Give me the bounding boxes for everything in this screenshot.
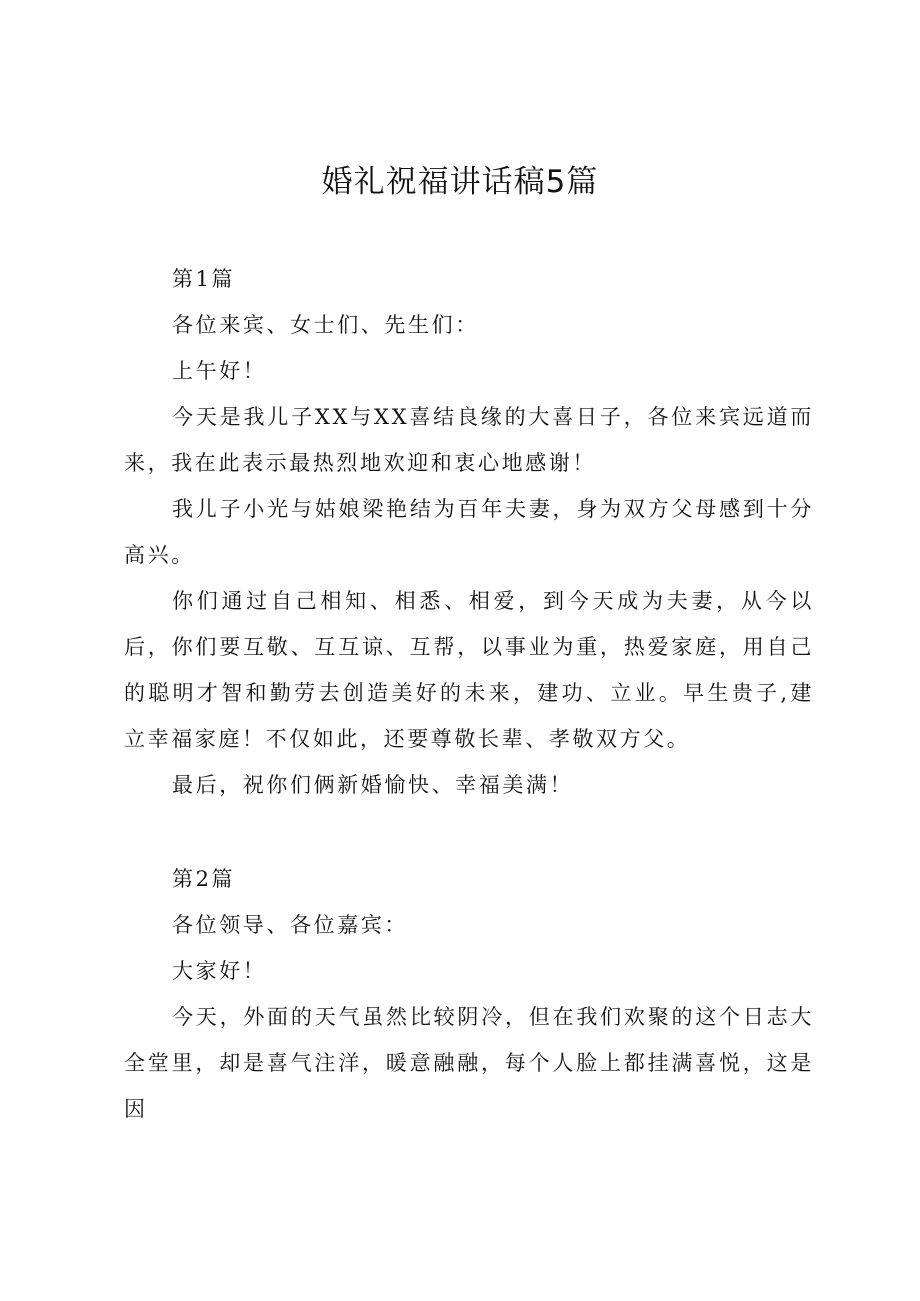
- greeting: 大家好！: [172, 959, 267, 983]
- closing: 最后，祝你们俩新婚愉快、幸福美满！: [172, 773, 574, 797]
- section-1: [124, 256, 814, 808]
- document-body: [124, 256, 814, 1132]
- paragraph: 今天，外面的天气虽然比较阴冷，但在我们欢聚的这个日志大全堂里，却是喜气注洋，暖意融融，每个人脸上都挂满喜悦，这是因: [124, 1005, 814, 1121]
- paragraph: 今天是我儿子XX与XX喜结良缘的大喜日子，各位来宾远道而来，我在此表示最热烈地欢迎和衷心地感谢！: [124, 405, 814, 475]
- salutation: 各位来宾、女士们、先生们：: [172, 313, 479, 337]
- section-heading: 第1篇: [172, 267, 236, 291]
- section-2: [124, 856, 814, 1132]
- greeting: 上午好！: [172, 359, 267, 383]
- paragraph: 我儿子小光与姑娘梁艳结为百年夫妻，身为双方父母感到十分高兴。: [124, 497, 814, 567]
- section-heading: 第2篇: [172, 867, 236, 891]
- paragraph: 你们通过自己相知、相悉、相爱，到今天成为夫妻，从今以后，你们要互敬、互互谅、互帮，以事业为重，热爱家庭，用自己的聪明才智和勤劳去创造美好的未来，建功、立业。早生贵子,建立幸福家庭！不仅如此，还要尊敬长辈、孝敬双方父。: [124, 589, 814, 751]
- salutation: 各位领导、各位嘉宾：: [172, 913, 408, 937]
- document-title: 婚礼祝福讲话稿5篇: [321, 164, 599, 200]
- section-divider: [124, 808, 814, 856]
